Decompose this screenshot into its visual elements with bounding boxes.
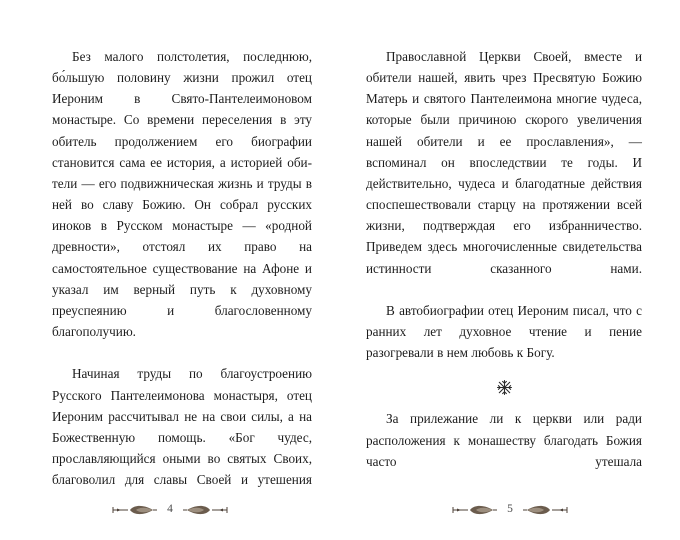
page-number: 4 [167, 503, 173, 516]
right-page-footer [340, 502, 680, 518]
leaf-ornament-left-icon [112, 504, 158, 516]
leaf-ornament-left-icon [452, 504, 498, 516]
paragraph: Начиная труды по благоустроению Русского Пантелеимонова монастыря, отец Иероним рассчитывал не на свои силы, а на Божественную помощь. «Бог чудес, прославляющийся оными во святых Своих, благоволил для славы Своей и утешения [52, 366, 312, 488]
left-page-textblock [52, 46, 312, 511]
snowflake-ornament-icon [366, 378, 642, 396]
paragraph: В автобиографии отец Иероним писал, что с ранних лет духовное чтение и пение разогревали в нем любовь к Богу. [366, 302, 642, 361]
paragraph: За прилежание ли к церкви или ради расположения к монашеству благодать Божия часто утешала [366, 411, 642, 469]
paragraph: Православной Церкви Своей, вместе и обители нашей, явить чрез Пресвятую Божию Матерь и святого Пантелеимона многие чудеса, которые были причиною скорого увеличения нашей обители и ее прославления», — вспоминал он впоследствии те годы. И действительно, чудеса и благодатные действия споспешествовали старцу на протяжении всей жизни, подтверждая его избранничество. Приведем здесь многочисленные свидетельства истинности сказанного нами. [366, 49, 642, 276]
right-page [340, 0, 680, 540]
right-page-textblock [366, 46, 642, 493]
left-page-footer [0, 502, 340, 518]
paragraph: Без малого полстолетия, последнюю, бо́льшую половину жизни прожил отец Иероним в Свято-Пантелеимоновом монастыре. Со времени переселения в эту обитель продолжением его биографии становится сама ее история, а историей обители — его подвижническая жизнь и труды в ней во славу Божию. Он собрал русских иноков в Русском монастыре — «родной древности», отстоял их право на самостоятельное существование на Афоне и указал им верный путь к духовному преуспеянию и благословенному благополучию. [52, 49, 312, 340]
leaf-ornament-right-icon [522, 504, 568, 516]
leaf-ornament-right-icon [182, 504, 228, 516]
page-number: 5 [507, 503, 513, 516]
